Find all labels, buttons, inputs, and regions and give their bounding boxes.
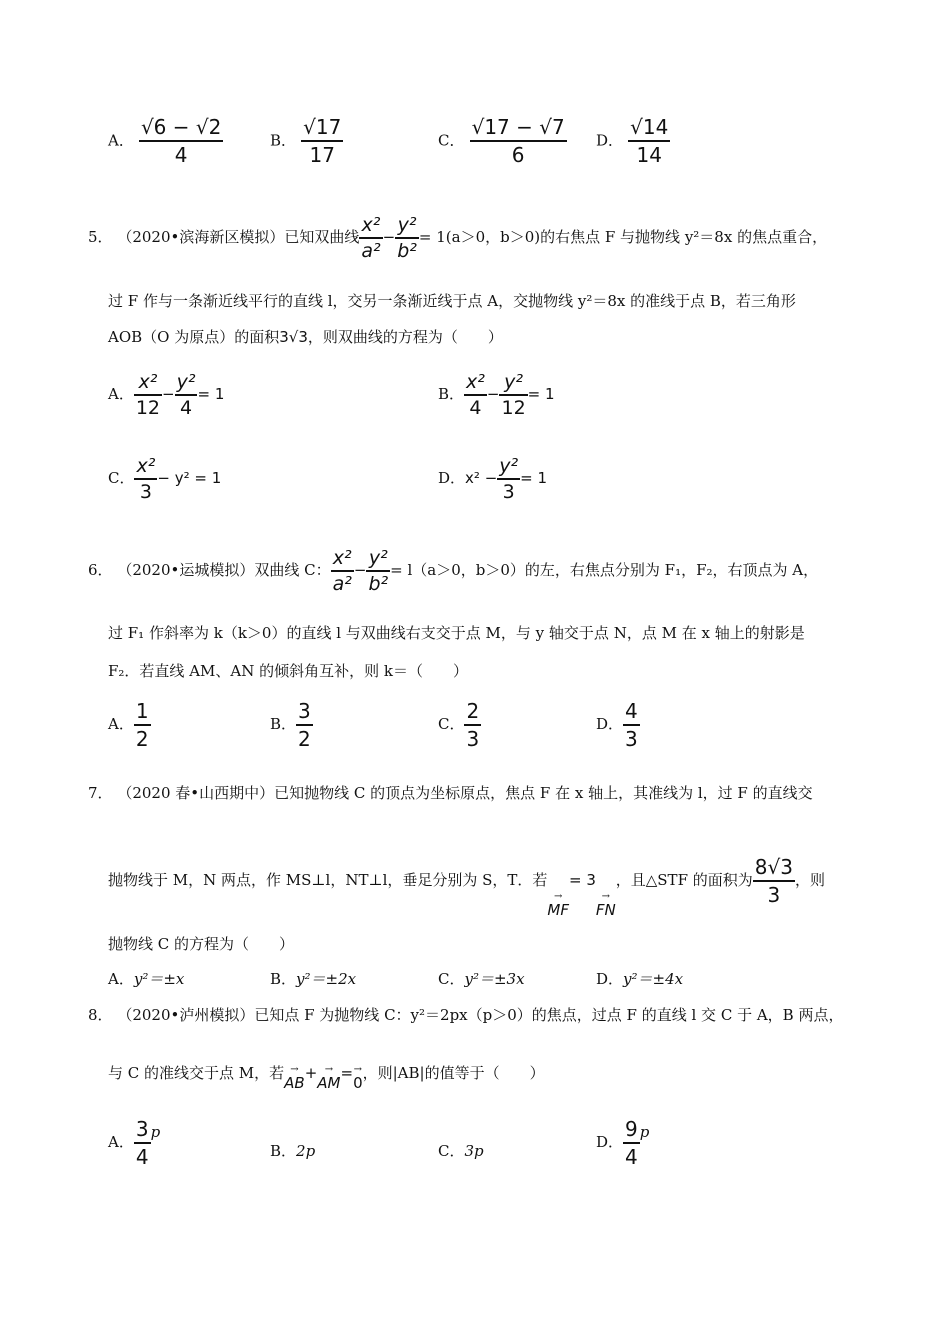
q8-line2: 与 C 的准线交于点 M，若 → AB + → AM = → 0 ，则|AB|的值等于（ ） [108,1064,545,1092]
q7-option-b[interactable]: B．y²＝±2x [270,970,357,988]
fraction: $\frac{√14}{14}$ [630,115,669,167]
question-number: 6． [88,561,113,579]
vector-fn: → FN [595,891,616,919]
q6-line2: 过 F₁ 作斜率为 k（k＞0）的直线 l 与双曲线右支交于点 M，与 y 轴交于点 N，点 M 在 x 轴上的射影是 [108,624,805,642]
fraction: $\frac{\text{y²}}{\text{b²}}$ [397,214,417,262]
question-source: （2020•滨海新区模拟）已知双曲线 [117,228,360,246]
q6-line1: 6． （2020•运城模拟）双曲线 C： $\frac{\text{x²}}{\text{a²}}$ − $\frac{\text{y²}}{\text{b²}}$ = l（a＞0，b＞0）的左，右焦点分别为 F₁，F₂，右顶点为 A， [88,547,819,595]
q5-option-b[interactable]: B． $\frac{\text{x²}}{4}$ − $\frac{\text{y²}}{12}$ = 1 [438,371,555,419]
q8-option-a[interactable]: A． $\frac{3}{4}$ p [108,1117,161,1169]
q8-option-d[interactable]: D． $\frac{9}{4}$ p [596,1117,650,1169]
q6-option-a[interactable]: A． $\frac{1}{2}$ [108,699,149,751]
q7-line1: 7． （2020 春•山西期中）已知抛物线 C 的顶点为坐标原点，焦点 F 在 x 轴上，其准线为 l，过 F 的直线交 [88,784,813,802]
fraction: $\frac{√17 - √7}{6}$ [471,115,565,167]
q7-line2: 抛物线于 M，N 两点，作 MS⊥l，NT⊥l，垂足分别为 S，T．若 → MF = 3 → FN ，且△STF 的面积为 $\frac{8√3}{3}$ ，则 [108,855,825,919]
question-source: （2020•运城模拟）双曲线 C： [117,561,331,579]
question-number: 8． [88,1006,113,1024]
question-number: 7． [88,784,113,802]
fraction: $\frac{8√3}{3}$ [754,855,793,907]
q5-line3: AOB（O 为原点）的面积3√3，则双曲线的方程为（ ） [108,328,503,346]
option-label: D． [596,131,624,150]
option-label: A． [108,131,134,150]
vector-am: → AM [317,1064,341,1092]
vector-ab: → AB [284,1064,305,1092]
q5-option-d[interactable]: D．x² − $\frac{\text{y²}}{3}$ = 1 [438,455,548,503]
q5-option-c[interactable]: C． $\frac{\text{x²}}{3}$ − y² = 1 [108,455,222,503]
vector-zero: → 0 [353,1064,363,1092]
option-label: C． [438,131,465,150]
q6-line3: F₂．若直线 AM、AN 的倾斜角互补，则 k＝（ ） [108,662,468,680]
q4-option-b[interactable] [270,114,343,168]
q7-line3: 抛物线 C 的方程为（ ） [108,935,295,953]
q4-option-d[interactable] [596,114,670,168]
q7-option-a[interactable]: A．y²＝±x [108,970,185,988]
q4-option-a[interactable] [108,114,223,168]
fraction: $\frac{√17}{17}$ [303,115,342,167]
q6-option-c[interactable]: C． $\frac{2}{3}$ [438,699,480,751]
q8-option-c[interactable]: C．3p [438,1142,484,1160]
q6-option-d[interactable]: D． $\frac{4}{3}$ [596,699,638,751]
fraction: $\frac{√6 - √2}{4}$ [140,115,222,167]
q5-option-a[interactable]: A． $\frac{\text{x²}}{12}$ − $\frac{\text{y²}}{4}$ = 1 [108,371,225,419]
condition-text: = 1(a＞0，b＞0)的右焦点 F 与抛物线 y²＝8x 的焦点重合， [418,228,828,246]
q4-option-c[interactable] [438,114,567,168]
condition-text: = l（a＞0，b＞0）的左，右焦点分别为 F₁，F₂，右顶点为 A， [390,561,819,579]
q5-line2: 过 F 作与一条渐近线平行的直线 l，交另一条渐近线于点 A，交抛物线 y²＝8x 的准线于点 B，若三角形 [108,292,796,310]
q7-option-c[interactable]: C．y²＝±3x [438,970,525,988]
q5-line1: 5． （2020•滨海新区模拟）已知双曲线 $\frac{\text{x²}}{\text{a²}}$ − $\frac{\text{y²}}{\text{b²}}$ = 1(a＞0，b＞0)的右焦点 F 与抛物线 y²＝8x 的焦点重合， [88,214,828,262]
q7-option-d[interactable]: D．y²＝±4x [596,970,684,988]
q8-line1: 8． （2020•泸州模拟）已知点 F 为抛物线 C：y²＝2px（p＞0）的焦点，过点 F 的直线 l 交 C 于 A，B 两点， [88,1006,844,1024]
question-number: 5． [88,228,113,246]
vector-mf: → MF [547,891,569,919]
q6-option-b[interactable]: B． $\frac{3}{2}$ [270,699,311,751]
fraction: $\frac{\text{x²}}{\text{a²}}$ [361,214,381,262]
option-label: B． [270,131,297,150]
q8-option-b[interactable]: B．2p [270,1142,316,1160]
